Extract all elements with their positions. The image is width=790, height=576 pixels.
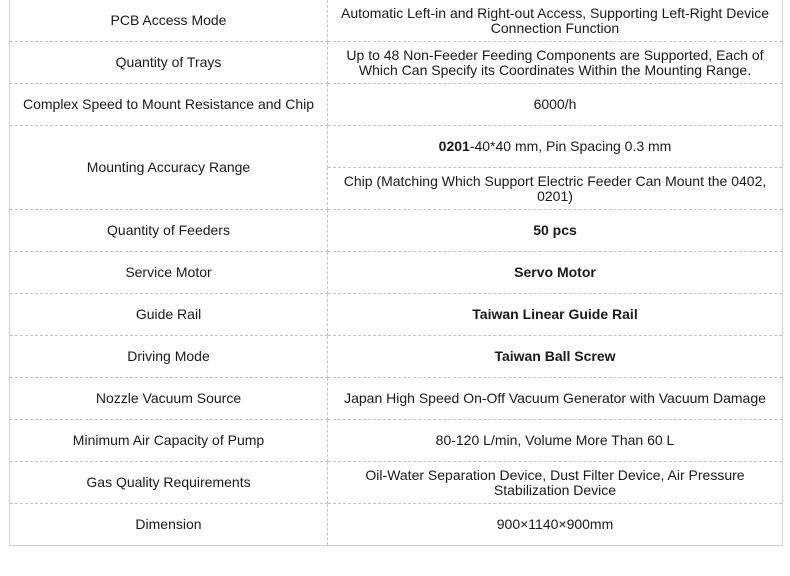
row-value-bold: 0201 [438,138,470,154]
row-value-bold: Servo Motor [514,264,596,280]
row-value-rest: -40*40 mm, Pin Spacing 0.3 mm [469,138,672,154]
row-value: 900×1140×900mm [328,504,783,546]
row-label: Guide Rail [10,294,328,336]
row-value: Japan High Speed On-Off Vacuum Generator with Vacuum Damage [328,378,783,420]
row-label: Dimension [10,504,328,546]
row-value [328,336,783,378]
row-value [328,252,783,294]
row-value: 80-120 L/min, Volume More Than 60 L [328,420,783,462]
row-value [328,126,783,168]
row-value-bold: Taiwan Linear Guide Rail [472,306,638,322]
table-row-gas-quality [10,462,783,504]
row-value: Oil-Water Separation Device, Dust Filter Device, Air Pressure Stabilization Device [328,462,783,504]
row-value-bold: 50 pcs [533,222,577,238]
row-label: Mounting Accuracy Range [10,126,328,210]
table-row-dimension [10,504,783,546]
row-label: PCB Access Mode [10,0,328,42]
table-row-quantity-of-trays [10,42,783,84]
row-label: Complex Speed to Mount Resistance and Chip [10,84,328,126]
row-value-bold: Taiwan Ball Screw [494,348,616,364]
row-value: Chip (Matching Which Support Electric Feeder Can Mount the 0402, 0201) [328,168,783,210]
row-label: Nozzle Vacuum Source [10,378,328,420]
row-value [328,210,783,252]
row-label: Quantity of Trays [10,42,328,84]
table-row-service-motor [10,252,783,294]
table-row-quantity-of-feeders [10,210,783,252]
table-row-mounting-accuracy-range [10,126,783,168]
table-row-pcb-access-mode [10,0,783,42]
row-value: 6000/h [328,84,783,126]
row-value: Up to 48 Non-Feeder Feeding Components are Supported, Each of Which Can Specify its Coordinates Within the Mounting Range. [328,42,783,84]
row-label: Minimum Air Capacity of Pump [10,420,328,462]
row-value: Automatic Left-in and Right-out Access, Supporting Left-Right Device Connection Function [328,0,783,42]
table-row-minimum-air-capacity [10,420,783,462]
spec-table [9,0,783,546]
row-label: Service Motor [10,252,328,294]
table-row-driving-mode [10,336,783,378]
row-value [328,294,783,336]
row-label: Driving Mode [10,336,328,378]
table-row-nozzle-vacuum-source [10,378,783,420]
row-label: Gas Quality Requirements [10,462,328,504]
table-row-complex-speed [10,84,783,126]
table-row-guide-rail [10,294,783,336]
row-label: Quantity of Feeders [10,210,328,252]
